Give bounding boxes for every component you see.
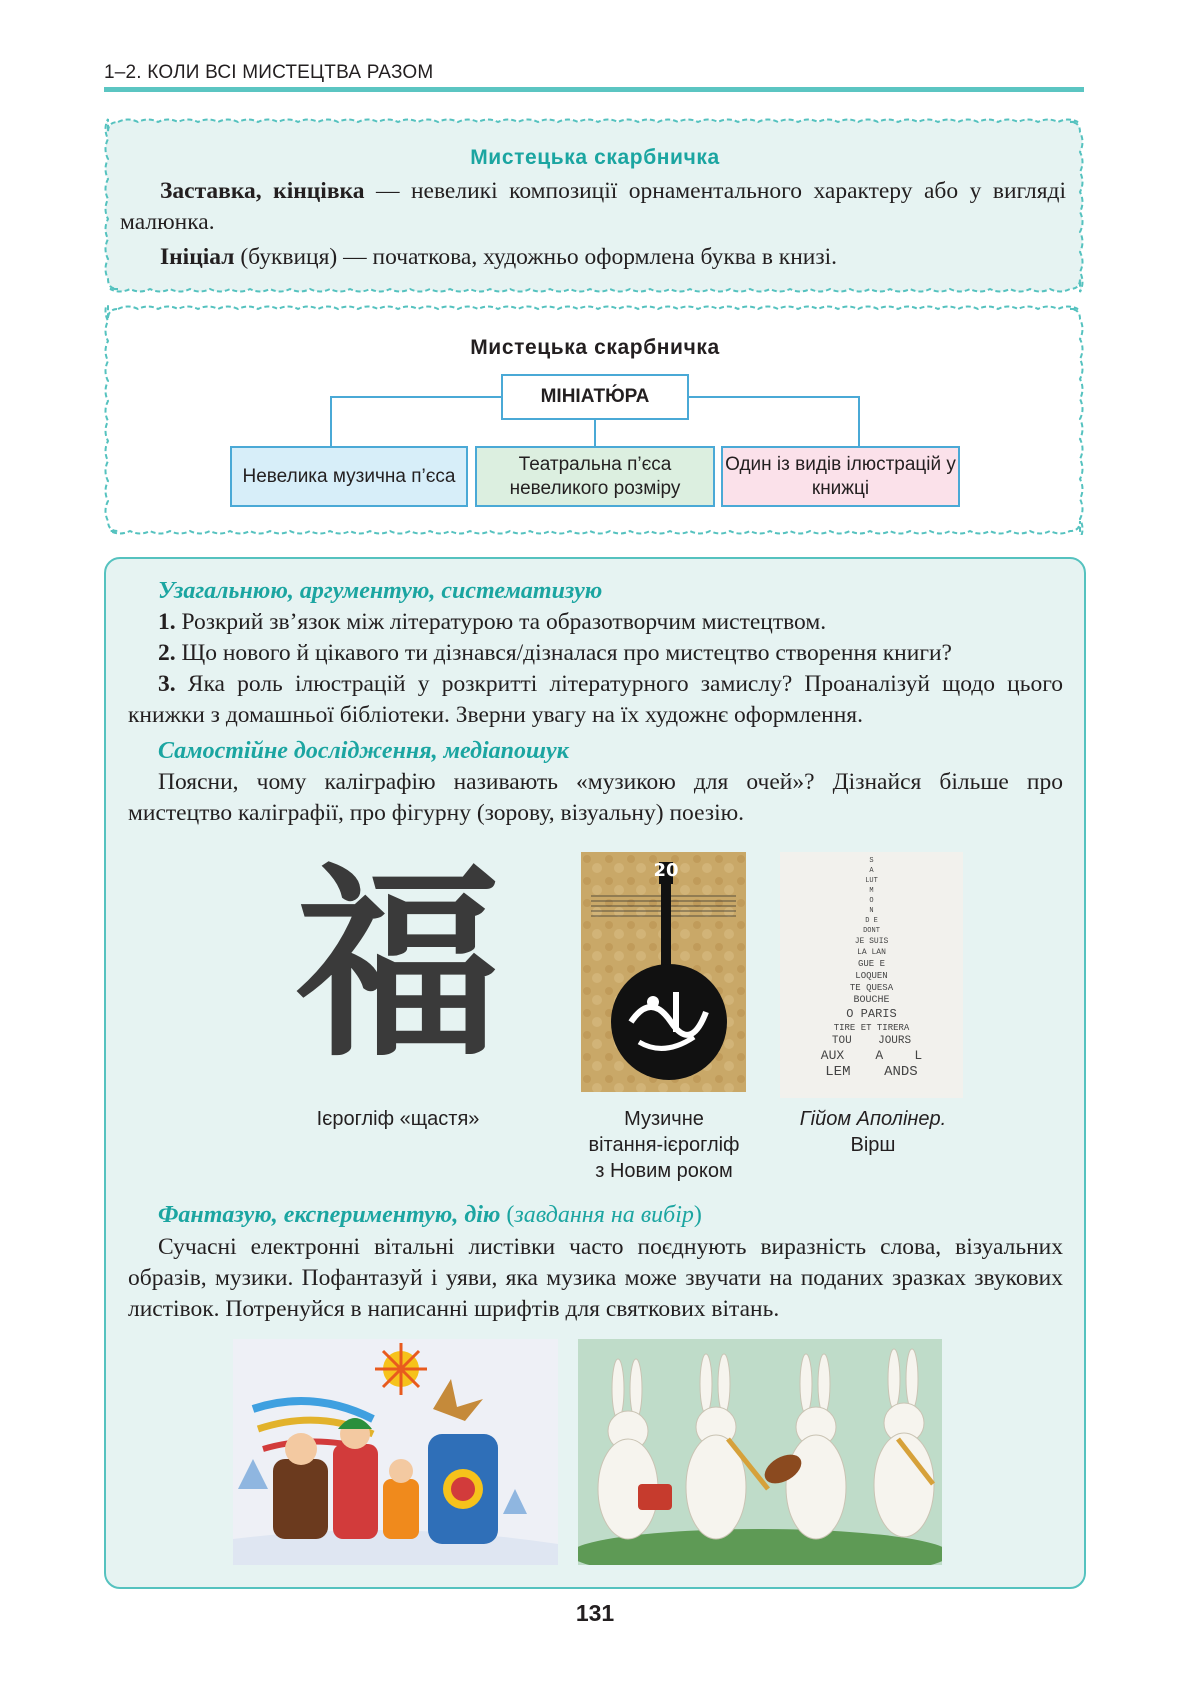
paren-close: ) bbox=[693, 1202, 702, 1228]
box1-title: Мистецька скарбничка bbox=[470, 146, 720, 169]
definition-inicial-text: (буквиця) — початкова, художньо оформлена буква в книзі. bbox=[234, 244, 838, 270]
question-number: 3. bbox=[158, 671, 176, 697]
diagram-node-music: Невелика музична п’єса bbox=[230, 446, 468, 507]
year-label: 20 bbox=[653, 860, 679, 881]
calligram-line: A bbox=[869, 867, 874, 875]
hieroglyph-happiness-image bbox=[248, 856, 548, 1076]
calligram-line: LOQUEN bbox=[855, 971, 888, 981]
connector bbox=[689, 396, 859, 398]
question-number: 1. bbox=[158, 609, 176, 635]
connector bbox=[330, 396, 501, 398]
caption-musical-greeting bbox=[565, 1106, 763, 1184]
page-number: 131 bbox=[575, 1600, 615, 1626]
section3-heading-note: завдання на вибір bbox=[514, 1202, 694, 1228]
section3-heading bbox=[158, 1202, 702, 1229]
calligram-line: TOU JOURS bbox=[831, 1035, 912, 1047]
calligram-line: LA LAN bbox=[857, 948, 886, 957]
section2-text bbox=[128, 767, 1063, 829]
running-head: 1–2. КОЛИ ВСІ МИСТЕЦТВА РАЗОМ bbox=[104, 62, 434, 83]
calligram-line: LEM ANDS bbox=[825, 1064, 918, 1080]
connector bbox=[594, 420, 596, 446]
box2-title: Мистецька скарбничка bbox=[470, 336, 720, 359]
calligram-line: S bbox=[869, 857, 874, 865]
box1-text bbox=[120, 176, 1066, 273]
calligram-line: O PARIS bbox=[846, 1007, 897, 1021]
question-text: Розкрий зв’язок між літературою та образотворчим мистецтвом. bbox=[175, 609, 827, 635]
caption-line: Ієрогліф «щастя» bbox=[316, 1108, 480, 1130]
carol-singers-card-image bbox=[233, 1339, 558, 1565]
paren-open: ( bbox=[500, 1202, 515, 1228]
definition-zastavka-text: — невеликі композиції орнаментального характеру або у вигляді малюнка. bbox=[120, 178, 1067, 235]
section3-paragraph: Сучасні електронні вітальні листівки часто поєднують виразність слова, візуальних образів, музики. Пофантазуй і уяви, яка музика може звучати на поданих зразках звукових листівок. Потренуйся в написанні шрифтів для святкових вітань. bbox=[128, 1234, 1063, 1322]
question-item bbox=[128, 638, 1063, 669]
section1-text bbox=[128, 607, 1063, 731]
calligram-line: LUT bbox=[865, 877, 878, 885]
question-item bbox=[128, 607, 1063, 638]
question-item bbox=[128, 669, 1063, 731]
diagram-root-miniature: МІНІАТЮ́РА bbox=[501, 374, 689, 420]
calligram-line: DONT bbox=[863, 927, 880, 935]
carolers-illustration bbox=[233, 1339, 558, 1565]
caption-line: Музичне bbox=[624, 1108, 704, 1130]
hieroglyph-char: 福 bbox=[295, 856, 501, 1076]
question-text: Що нового й цікавого ти дізнався/дізналася про мистецтво створення книги? bbox=[175, 640, 952, 666]
calligram-text bbox=[780, 856, 963, 1081]
section1-heading: Узагальнюю, аргументую, систематизую bbox=[158, 578, 603, 604]
section2-paragraph: Поясни, чому каліграфію називають «музикою для очей»? Дізнайся більше про мистецтво каліграфії, про фігурну (зорову, візуальну) поезію. bbox=[128, 769, 1063, 826]
guitar-calligraphy-icon bbox=[581, 852, 746, 1092]
calligram-line: BOUCHE bbox=[853, 995, 890, 1006]
rabbits-illustration bbox=[578, 1339, 942, 1565]
musical-greeting-image bbox=[581, 852, 746, 1092]
caption-line: вітання-ієрогліф bbox=[588, 1134, 740, 1156]
caption-line: Вірш bbox=[850, 1134, 896, 1156]
caption-line: з Новим роком bbox=[595, 1160, 733, 1182]
caption-author: Гійом Аполінер. bbox=[799, 1108, 947, 1130]
calligram-line: AUX A L bbox=[820, 1048, 923, 1063]
diagram-node-illustration: Один із видів ілюстрацій у книжці bbox=[721, 446, 960, 507]
calligram-line: JE SUIS bbox=[854, 937, 889, 946]
definition-inicial bbox=[120, 242, 1066, 273]
section2-heading: Самостійне дослідження, медіапошук bbox=[158, 738, 569, 764]
calligram-line: M bbox=[869, 887, 874, 895]
section3-text bbox=[128, 1232, 1063, 1325]
calligram-line: TIRE ET TIRERA bbox=[833, 1023, 910, 1033]
calligram-line: TE QUESA bbox=[849, 983, 894, 993]
definition-zastavka bbox=[120, 176, 1066, 238]
question-number: 2. bbox=[158, 640, 176, 666]
calligram-poem-image bbox=[780, 852, 963, 1098]
term-zastavka: Заставка, кінцівка bbox=[160, 178, 365, 204]
connector bbox=[330, 396, 332, 446]
calligram-line: GUE E bbox=[857, 959, 885, 969]
calligram-line: D E bbox=[865, 917, 878, 925]
header-rule bbox=[104, 87, 1084, 92]
question-text: Яка роль ілюстрацій у розкритті літературного замислу? Проаналізуй щодо цього книжки з домашньої бібліотеки. Зверни увагу на їх художнє оформлення. bbox=[128, 671, 1063, 728]
section3-heading-text: Фантазую, експериментую, дію bbox=[158, 1202, 501, 1228]
caption-hieroglyph bbox=[298, 1106, 498, 1132]
term-inicial: Ініціал bbox=[160, 244, 235, 270]
diagram-node-theatre: Театральна п’єса невеликого розміру bbox=[475, 446, 715, 507]
calligram-line: N bbox=[869, 907, 874, 915]
caption-apollinaire bbox=[773, 1106, 973, 1158]
calligram-line: O bbox=[869, 897, 874, 905]
bunny-musicians-card-image bbox=[578, 1339, 942, 1565]
connector bbox=[858, 396, 860, 446]
